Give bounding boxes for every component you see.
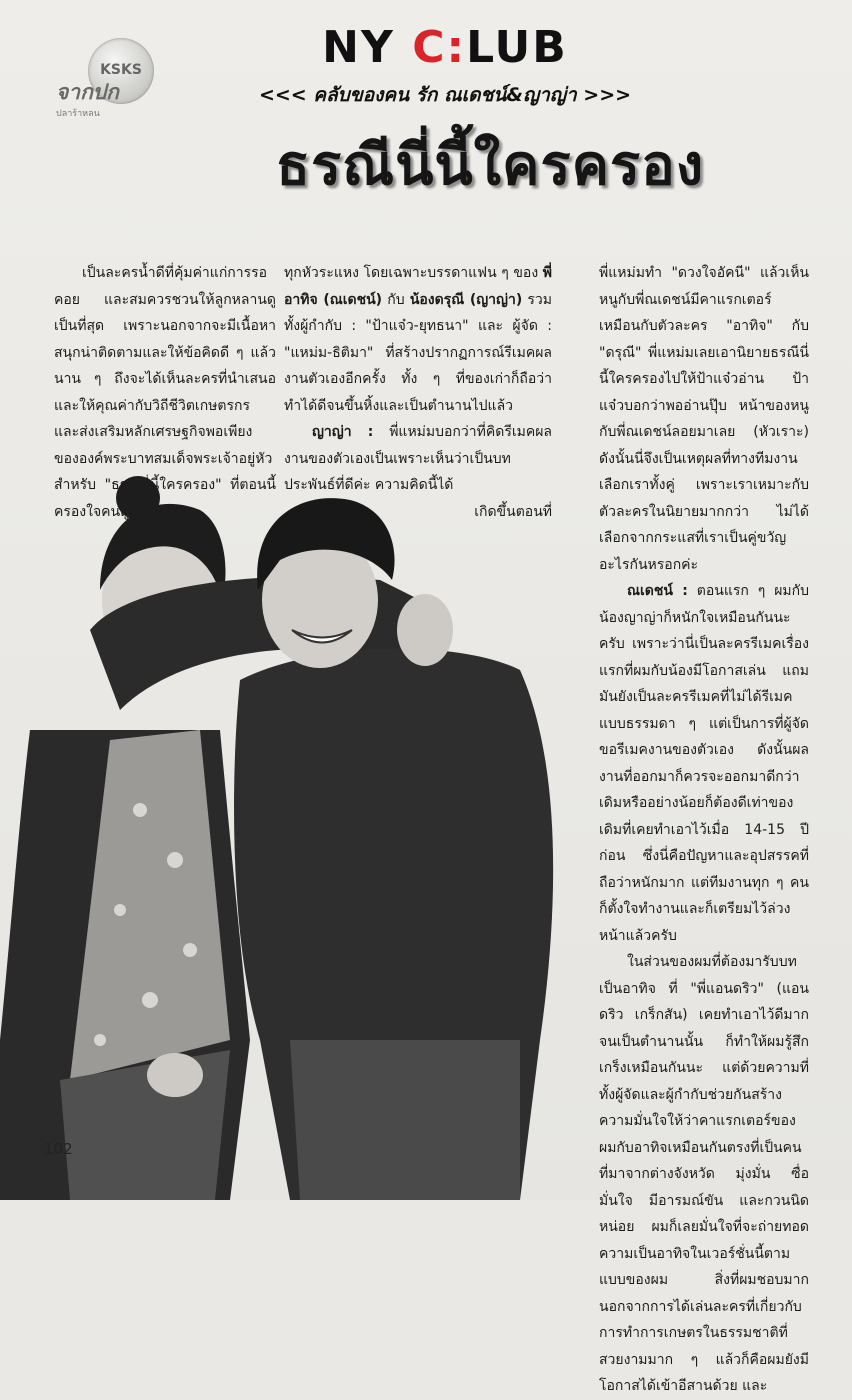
- badge-text: KSKS: [100, 62, 142, 78]
- logo-mark: จากปก: [56, 79, 119, 104]
- col3-paragraph-2: [599, 578, 809, 949]
- magazine-logo: [44, 30, 174, 120]
- cover-photo: [0, 480, 580, 1200]
- col2-p1-bold-a: พี่อาทิจ (ณเดชน์): [284, 265, 552, 308]
- col2-p1-bold-b: น้องดรุณี (ญาญ่า): [409, 291, 523, 308]
- section-brand: [300, 22, 590, 73]
- tagline: <<< คลับของคน รัก ณเดชน์&ญาญ่า >>>: [258, 84, 632, 106]
- col2-p2-speaker: ญาญ่า :: [312, 424, 374, 440]
- col3-paragraph-3: ในส่วนของผมที่ต้องมารับบทเป็นอาทิจ ที่ "พี่แอนดริว" (แอนดริว เกร็กสัน) เคยทำเอาไว้ดีมากจนเป็นตำนานนั้น ก็ทำให้ผมรู้สึกเกร็งเหมือนกันนะ แต่ด้วยความที่ทั้งผู้จัดและผู้กำกับช่วยกันสร้างความมั่นใจให้ว่าคาแรกเตอร์ของผมกับอาทิจเหมือนกันตรงที่เป็นคนที่มาจากต่างจังหวัด มุ่งมั่น ซื่อ มั่นใจ มีอารมณ์ขัน และกวนนิดหน่อย ผมก็เลยมั่นใจที่จะถ่ายทอดความเป็นอาทิจในเวอร์ชั่นนี้ตามแบบของผม สิ่งที่ผมชอบมากนอกจากการได้เล่นละครที่เกี่ยวกับการทำการเกษตรในธรรมชาติที่สวยงามมาก ๆ แล้วก็คือผมยังมีโอกาสได้เข้าอีสานด้วย และ: [599, 954, 809, 1394]
- brand-accent: C:: [412, 22, 467, 73]
- couple-photo-illustration: [0, 480, 580, 1200]
- brand-pre: NY: [322, 22, 413, 73]
- headline: ธรณีนี่นี้ใครครอง: [275, 133, 705, 198]
- article-column-3: [599, 260, 809, 1400]
- col1-paragraph: เป็นละครน้ำดีที่คุ้มค่าแก่การรอคอย และสมควรชวนให้ลูกหลานดูเป็นที่สุด เพราะนอกจากจะมีเนื้อหาสนุกน่าติดตามและให้ข้อคิดดี ๆ แล้ว นาน ๆ ถึงจะได้เห็นละครที่นำเสนอและให้คุณค่ากับวิถีชีวิตเกษตรกร และส่งเสริมหลักเศรษฐกิจพอเพียงขององค์พระบาทสมเด็จพระเจ้าอยู่หัว: [54, 265, 276, 467]
- page-number: 102: [44, 1140, 73, 1158]
- col2-p2-text: พี่แหม่มบอกว่าที่คิดรีเมคผลงานของตัวเองเป็นเพราะเห็นว่าเป็นบท: [284, 424, 552, 467]
- col3-paragraph-1: พี่แหม่มทำ "ดวงใจอัคนี" แล้วเห็นหนูกับพี่ณเดชน์มีคาแรกเตอร์เหมือนกับตัวละคร "อาทิจ" กับ "ดรุณี" พี่แหม่มเลยเอานิยายธรณีนี่นี้ใครครองไปให้ป้าแจ๋วอ่าน ป้าแจ๋วบอกว่าพออ่านปุ๊บ หน้าของหนูกับพี่ณเดชน์ลอยมาเลย (หัวเราะ) ดังนั้นนี่จึงเป็นเหตุผลที่ทางทีมงานเลือกเราทั้งคู่ เพราะเราเหมาะกับตัวละครในนิยายมากกว่า ไม่ได้เลือกจากกระแสที่เราเป็นคู่ขวัญอะไรกันหรอกค่ะ: [599, 265, 809, 573]
- logo-sub: ปลาร้าหลน: [56, 109, 100, 119]
- col2-p1-text-b: กับ: [382, 291, 410, 308]
- col2-p1-text-a: ทุกหัวระแหง โดยเฉพาะบรรดาแฟน ๆ ของ: [284, 265, 543, 281]
- col3-p2-speaker: ณเดชน์ :: [627, 583, 688, 599]
- col3-p2-text: ตอนแรก ๆ ผมกับน้องญาญ่าก็หนักใจเหมือนกันนะครับ เพราะว่านี่เป็นละครรีเมคเรื่องแรกที่ผมกับน้องมีโอกาสเล่น แถมมันยังเป็นละครรีเมคที่ไม่ได้รีเมคแบบธรรมดา ๆ แต่เป็นการที่ผู้จัดขอรีเมคงานของตัวเอง ดังนั้นผลงานที่ออกมาก็ควรจะออกมาดีกว่าเดิมหรืออย่างน้อยก็ต้องดีเท่าของเดิมที่เคยทำเอาไว้เมื่อ 14-15 ปีก่อน ซึ่งนี่คือปัญหาและอุปสรรคที่ถือว่าหนักมาก แต่ทีมงานทุก ๆ คนก็ตั้งใจทำงานและก็เตรียมไว้ล่วงหน้าแล้วครับ: [599, 583, 809, 944]
- col2-p1-text-c: รวมทั้งผู้กำกับ : "ป้าแจ๋ว-ยุทธนา" และ ผู้จัด : "แหม่ม-ธิติมา" ที่สร้างปรากฏการณ์รีเมคผลงานตัวเองอีกครั้ง ทั้ง ๆ ที่ของเก่าก็ถือว่าทำได้ดีจนขึ้นหิ้งและเป็นตำนานไปแล้ว: [284, 291, 553, 414]
- col2-paragraph-1: [284, 260, 552, 419]
- brand-post: LUB: [466, 22, 568, 73]
